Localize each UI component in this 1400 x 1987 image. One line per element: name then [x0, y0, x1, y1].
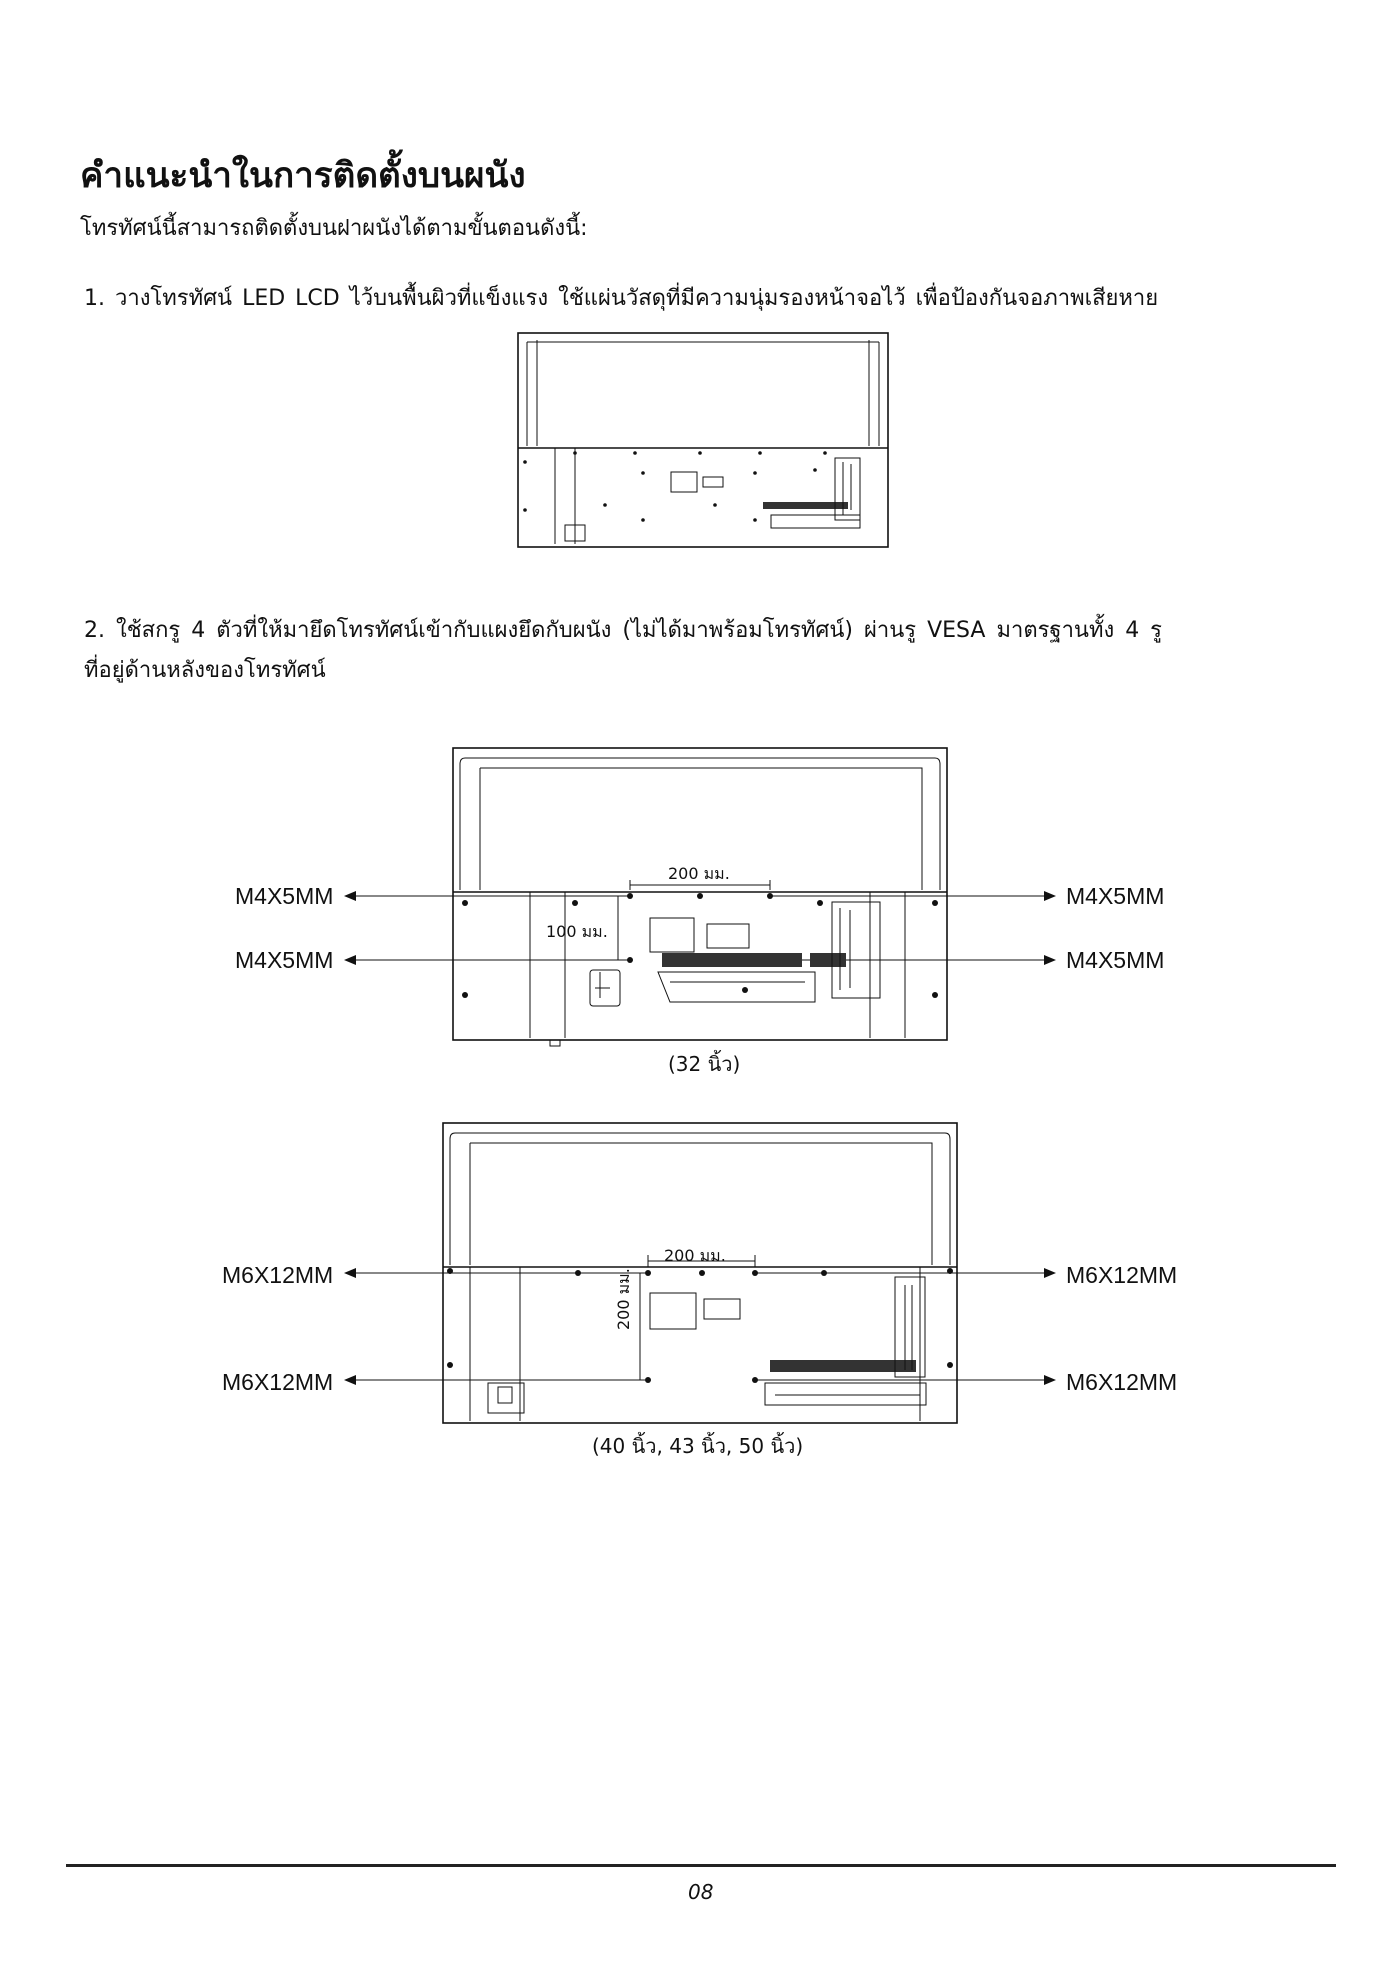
step-2-text-line1: 2. ใช้สกรู 4 ตัวที่ให้มายึดโทรทัศน์เข้ากับแผงยึดกับผนัง (ไม่ได้มาพร้อมโทรทัศน์) ผ่านรู VESA มาตรฐานทั้ง 4 รู	[84, 618, 1163, 643]
dimension-40-vertical: 200 มม.	[614, 1268, 633, 1330]
page-title: คำแนะนำในการติดตั้งบนผนัง	[80, 156, 526, 196]
screw-label-40-top-left: M6X12MM	[222, 1262, 334, 1288]
screw-label-32-top-left: M4X5MM	[235, 883, 334, 909]
page-number: 08	[688, 1880, 714, 1904]
screw-label-32-top-right: M4X5MM	[1066, 883, 1165, 909]
dimension-32-vertical: 100 มม.	[546, 922, 608, 941]
caption-40-43-50-inch: (40 นิ้ว, 43 นิ้ว, 50 นิ้ว)	[592, 1434, 804, 1458]
caption-32-inch: (32 นิ้ว)	[668, 1052, 741, 1076]
footer-divider	[66, 1864, 1336, 1867]
screw-label-40-bottom-right: M6X12MM	[1066, 1369, 1178, 1395]
step-2-text-line2: ที่อยู่ด้านหลังของโทรทัศน์	[84, 658, 326, 683]
page-subtitle: โทรทัศน์นี้สามารถติดตั้งบนฝาผนังได้ตามขั้นตอนดังนี้:	[80, 216, 588, 241]
tv-back-figure-step1	[515, 330, 895, 560]
screw-label-32-bottom-right: M4X5MM	[1066, 947, 1165, 973]
tv-32-vesa-diagram	[340, 740, 1060, 1060]
screw-label-40-top-right: M6X12MM	[1066, 1262, 1178, 1288]
tv-40-50-vesa-diagram	[340, 1115, 1060, 1430]
dimension-32-horizontal: 200 มม.	[668, 864, 730, 883]
dimension-40-horizontal: 200 มม.	[664, 1246, 726, 1265]
screw-label-32-bottom-left: M4X5MM	[235, 947, 334, 973]
step-1-text: 1. วางโทรทัศน์ LED LCD ไว้บนพื้นผิวที่แข็งแรง ใช้แผ่นวัสดุที่มีความนุ่มรองหน้าจอไว้ เพื่อป้องกันจอภาพเสียหาย	[84, 286, 1159, 311]
screw-label-40-bottom-left: M6X12MM	[222, 1369, 334, 1395]
